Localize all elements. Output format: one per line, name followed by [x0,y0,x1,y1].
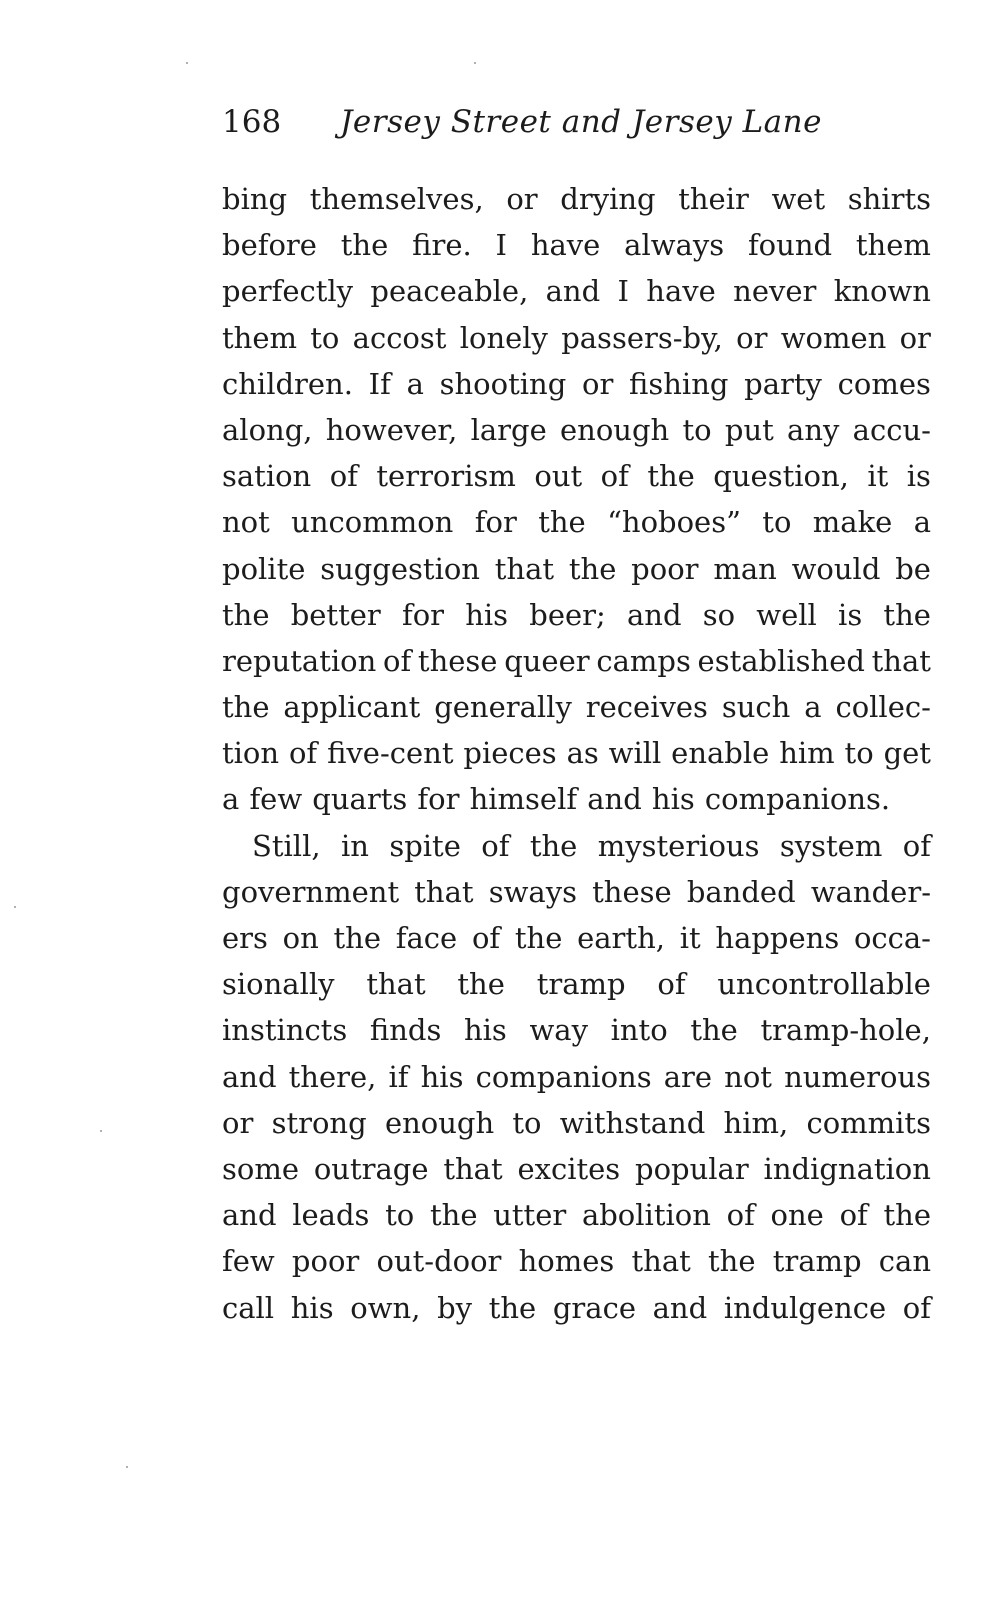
text-line: and leads to the utter abolition of one of the [222,1198,931,1233]
body-text [222,176,931,1331]
text-line: them to accost lonely passers-by, or women or [222,320,931,355]
text-line: instincts finds his way into the tramp-hole, [222,1013,931,1048]
text-line: a few quarts for himself and his companions. [222,782,891,817]
text-line: the applicant generally receives such a collec- [222,690,931,725]
paper-speck [14,906,16,908]
paper-speck [186,62,188,64]
text-line: sionally that the tramp of uncontrollable [222,967,931,1002]
text-line: sation of terrorism out of the question, it is [222,459,931,494]
text-line: the better for his beer; and so well is the [222,597,931,632]
paper-speck [100,1130,102,1132]
text-line: polite suggestion that the poor man would be [222,551,931,586]
text-line: reputation of these queer camps established that [222,643,931,678]
text-line: children. If a shooting or fishing party comes [222,366,931,401]
text-line: and there, if his companions are not numerous [222,1059,931,1094]
paper-speck [474,62,476,64]
text-line: few poor out-door homes that the tramp can [222,1244,931,1279]
running-head [222,100,822,144]
text-line: call his own, by the grace and indulgence of [222,1290,931,1325]
text-line: some outrage that excites popular indignation [222,1151,931,1186]
running-title: Jersey Street and Jersey Lane [340,104,822,140]
page-number: 168 [222,104,282,140]
text-line: perfectly peaceable, and I have never known [222,274,931,309]
text-line: before the fire. I have always found them [222,228,931,263]
paper-speck [126,1466,128,1468]
text-line: or strong enough to withstand him, commits [222,1105,931,1140]
text-line: Still, in spite of the mysterious system of [252,828,931,863]
text-line: ers on the face of the earth, it happens occa- [222,921,931,955]
text-line: tion of five-cent pieces as will enable him to get [222,736,931,771]
text-line: bing themselves, or drying their wet shirts [222,182,931,216]
text-line: government that sways these banded wander- [222,874,931,909]
text-line: along, however, large enough to put any accu- [222,412,931,447]
text-line: not uncommon for the “hoboes” to make a [222,505,931,540]
